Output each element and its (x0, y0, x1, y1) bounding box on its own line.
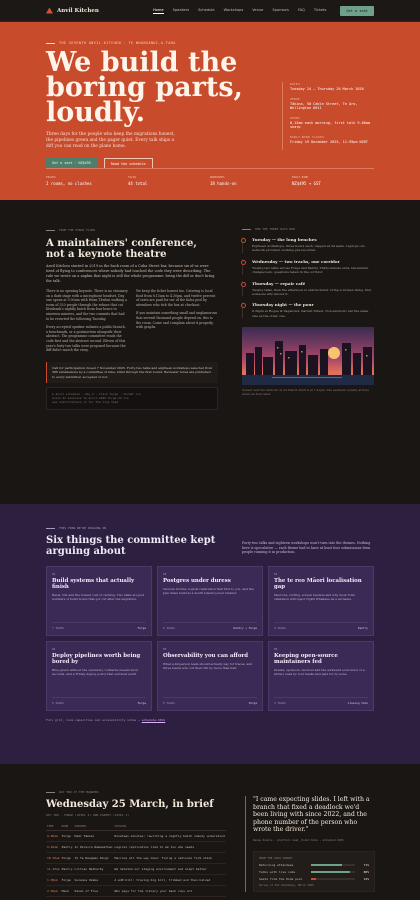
top-nav (0, 0, 420, 22)
stat-value: NZ$495 + GST (292, 181, 321, 186)
about-lede: Anvil Kitchen started in 2019 in the back room of a Cuba Street bar, because six of us were tired of flying to conferences where nobody had touched the code they were describing. The rule we wrote on a napkin that night is still the whole programme: bring the diff or don't bring the talk. (46, 264, 215, 283)
timeline-desc: 6.30pm at Rogue & Vagabond, Garrett Street. Non-alcoholic bar the same size as the other one. (252, 309, 369, 318)
table-cell: Mesh (61, 886, 74, 897)
hero-stats (46, 168, 374, 186)
timeline-desc: Twenty-two talks across Forge and Pantry. Thirty-minute slots, ten-minute changeovers, questions taken in the corridor. (252, 265, 369, 275)
event-details (282, 82, 374, 150)
stat-value: 18 hands-on (210, 181, 237, 186)
table-cell: Logical replication lied to me too who needs (114, 842, 226, 853)
timeline-item (242, 302, 374, 318)
detail-label: EARLY-BIRD CLOSES (290, 135, 325, 139)
code-line: $ anvil schedule --day 2 --track forge --format ics (52, 391, 141, 396)
theme-card-title: Deploy pipelines worth being bored by (52, 653, 141, 665)
theme-card-footer (163, 697, 257, 705)
table-row[interactable] (46, 853, 226, 864)
theme-card[interactable] (157, 566, 263, 636)
table-cell: Tū Te Rangamu Ringi (74, 853, 114, 864)
read-schedule-button[interactable]: Read the schedule (104, 158, 153, 169)
theme-card-title: Observability you can afford (163, 653, 249, 659)
table-column-header: ROOM (61, 822, 74, 831)
detail-row (290, 82, 374, 91)
timeline-desc: Eighteen workshops, three hours each, capped at 24 seats. Laptops out, network provided, nothing pre-recorded. (252, 244, 366, 253)
testimonial-attribution: Renée Rokola · platform lead, Punkt Data · attended 2025 (253, 837, 344, 842)
theme-card-track: Forge (137, 701, 146, 705)
about-eyebrow: FROM THE FORGE FLOOR (46, 228, 374, 232)
survey-bar-value: 88% (363, 869, 369, 874)
code-line: see notifications in for the live feed (52, 400, 119, 405)
theme-card[interactable] (157, 641, 263, 711)
stat-item (46, 175, 128, 186)
table-row[interactable] (46, 831, 226, 842)
theme-card-tag: 6 TALKS (163, 626, 175, 630)
theme-card-body: Macrons, sorting, screen readers and why most form validation still reject Ngāti Whakaue as a surname. (274, 593, 355, 602)
stat-item (210, 175, 292, 186)
stat-label: TALKS (128, 175, 137, 179)
table-cell: Macrons all the way down: fixing a national form stack (114, 853, 226, 864)
theme-card-title: Postgres under duress (163, 578, 231, 584)
day-two-title: Wednesday 25 March, in brief (46, 799, 214, 810)
theme-card-footer (163, 622, 257, 630)
table-cell: Lillian Wetherby (74, 864, 114, 875)
detail-label: DATES (290, 82, 301, 86)
day-two-subtitle: DAY TWO · FORGE (LEVEL 2) AND PANTRY (LEVEL 1) (46, 813, 130, 817)
table-header (46, 822, 226, 831)
theme-card-track: Closing talk (347, 701, 368, 705)
detail-value: Friday 19 December 2025, 11:59pm NZDT (290, 140, 368, 144)
day-two-eyebrow: DAY TWO AT THE MANGERS (46, 790, 374, 794)
table-cell: 11.20am (46, 864, 61, 875)
table-body (46, 831, 226, 897)
themes-section (0, 504, 420, 764)
detail-value: 8.15am each morning, first talk 9.00am sharp (290, 121, 371, 129)
survey-bar-fill (311, 878, 316, 880)
theme-card-track: Forge (248, 701, 257, 705)
timeline-title: Thursday night — the pour (252, 302, 314, 308)
survey-note: Survey of 412 attendees, March 2025 (259, 883, 314, 887)
table-cell: Nineteen minutes: rewriting a nightly batch nobody understood (114, 831, 226, 842)
survey-bar-label: Talks with live code (259, 869, 296, 874)
about-paragraph: If you maintain something small and unglamorous that several thousand people depend on, this is the room. Come and complain about it properly, with graphs. (136, 311, 218, 330)
theme-card-footer (274, 697, 368, 705)
theme-card[interactable] (268, 641, 374, 711)
table-row[interactable] (46, 875, 226, 886)
testimonial (245, 796, 375, 892)
theme-card-footer (274, 622, 368, 630)
theme-card-track: Forge (137, 626, 146, 630)
code-snippet (46, 387, 218, 410)
theme-card[interactable] (46, 566, 152, 636)
about-columns (46, 289, 218, 357)
survey-panel (253, 851, 375, 892)
buy-ticket-button[interactable]: Get a seat · NZ$495 (46, 158, 97, 169)
stat-item (292, 175, 374, 186)
table-cell: We deleted our staging environment and slept better (114, 864, 226, 875)
survey-bar-row (259, 863, 369, 867)
table-column-header: SPEAKER (74, 822, 114, 831)
survey-bar-track (311, 878, 355, 880)
stat-item (128, 175, 210, 186)
table-cell: 10.30am (46, 853, 61, 864)
timeline-title: Wednesday — two tracks, one corridor (252, 258, 340, 264)
day-two-table (46, 822, 226, 897)
theme-card[interactable] (268, 566, 374, 636)
nav-link-schedule[interactable]: Schedule (198, 7, 215, 12)
detail-value: Tākina, 50 Cable Street, Te Aro, Wellington 6011 (290, 102, 358, 110)
schedule-note-text: Full grid, room capacities and accessibility notes → (46, 718, 140, 722)
detail-label: VENUE (290, 97, 301, 101)
survey-bar-row (259, 870, 369, 874)
theme-card-body: Grants, sponsors, burnout and the awkward economics of a library used by four banks and paid for by none. (274, 668, 365, 677)
survey-bar-fill (311, 864, 342, 866)
theme-card-number: 05 (163, 647, 167, 651)
theme-card-number: 04 (52, 647, 56, 651)
stat-value: 44 total (128, 181, 148, 186)
day-two-section (0, 764, 420, 900)
brand-name: Anvil Kitchen (57, 7, 99, 14)
theme-card-body: Blue-green without the ceremony, rollbacks measured in seconds, and a Friday deploy policy that survived audit. (52, 668, 139, 677)
table-cell: Forge (61, 853, 74, 864)
survey-bar-value: 71% (363, 862, 369, 867)
table-column-header: TIME (46, 822, 61, 831)
nav-link-sponsors[interactable]: Sponsors (272, 7, 289, 12)
theme-card-footer (52, 622, 146, 630)
nav-link-tickets[interactable]: Tickets (313, 7, 327, 12)
table-cell: A £40 bill: tracing big bill, trimmed and then halved (114, 875, 226, 886)
theme-card-title: Keeping open-source maintainers fed (274, 653, 338, 665)
theme-cards (46, 566, 374, 711)
nav-link-venue[interactable]: Venue (252, 7, 264, 12)
stat-label: WORKSHOPS (210, 175, 225, 179)
theme-card-tag: 4 TALKS (274, 626, 286, 630)
theme-card-tag: 5 TALKS (52, 701, 64, 705)
stat-label: TRACKS (46, 175, 56, 179)
themes-title: Six things the committee kept arguing about (46, 535, 216, 557)
schedule-note (46, 718, 374, 722)
themes-eyebrow: THIS YEAR WE'RE DIGGING IN (46, 526, 374, 530)
timeline-item (242, 259, 374, 275)
theme-card-track: Pantry (357, 626, 368, 630)
table-cell: Who pays for the library your bank runs on? (114, 886, 226, 897)
survey-bar-fill (311, 871, 350, 873)
theme-card-number: 02 (163, 572, 167, 576)
theme-card-tag: 7 TALKS (52, 626, 64, 630)
testimonial-quote: "I came expecting slides. I left with a branch that fixed a deadlock we'd been living with since 2022, and the phone number of the person who wrote the driver." (253, 796, 370, 834)
detail-row (290, 97, 374, 110)
table-cell: Pantry (61, 864, 74, 875)
table-cell: Forge (61, 831, 74, 842)
nav-link-speakers[interactable]: Speakers (172, 7, 190, 12)
detail-value: Tuesday 24 – Thursday 26 March 2026 (290, 87, 364, 91)
timeline-panel (242, 227, 374, 396)
about-paragraph: We keep the ticket honest too. Catering is local food from 8.15am to 4.30pm, and twelve percent of seats are paid for out of the Koha pool by attendees who tick the box at checkout. (136, 289, 216, 307)
nav-link-faq[interactable]: FAQ (297, 7, 305, 12)
table-cell: 2.00pm (46, 886, 61, 897)
survey-title: FROM THE 2025 SURVEY (259, 855, 293, 860)
stat-value: 2 rooms, no clashes (46, 181, 92, 186)
survey-bars (259, 863, 369, 881)
schedule-link[interactable]: schedule.html (141, 718, 166, 722)
timeline-desc: Twenty talks, then the afternoon is unstructured: bring a broken thing, find someone who knows it. (252, 287, 371, 297)
about-section (0, 200, 420, 504)
timeline-item (242, 281, 374, 297)
timeline-item (242, 237, 374, 253)
table-cell: 9.00am (46, 831, 61, 842)
theme-card-body: Vacuum storms, logical replication that first to you, and the Jam index build at a South Island power retailer. (163, 587, 254, 596)
survey-bar-label: Seats from the Koha pool (259, 876, 303, 881)
table-row[interactable] (46, 886, 226, 897)
table-cell: Forge (61, 875, 74, 886)
table-row[interactable] (46, 864, 226, 875)
stat-label: EARLY-BIRD (292, 175, 309, 179)
hero-section (0, 22, 420, 200)
cfp-callout: Call for participation closed 7 November 2025. Forty-two talks and eighteen workshops selected from 386 submissions by a committee of nine, blind through the first round. Reviewer notes are published to every submitter, accepted or not. (46, 362, 218, 383)
about-column-1 (46, 289, 128, 357)
about-column-2 (136, 289, 218, 357)
table-cell: Pantry (61, 842, 74, 853)
detail-row (290, 135, 374, 144)
timeline-title: Tuesday — the long benches (252, 237, 317, 242)
timeline-title: Thursday — repair café (252, 280, 306, 286)
themes-intro: Forty-two talks and eighteen workshops won't turn into the themes. Nothing here is speculative — each theme had to have at least four submissions from people running it in production. (242, 541, 371, 555)
theme-card-number: 01 (52, 572, 56, 576)
table-cell: Suzanne Okaka (74, 875, 114, 886)
theme-card-title: The te reo Māori localisation gap (274, 578, 362, 590)
theme-card-number: 06 (274, 647, 278, 651)
detail-label: DOORS (290, 116, 301, 120)
about-paragraph: Every accepted speaker submits a public branch, a benchmark, or a postmortem alongside their abstract. The programme committee reads the code first and the abstract second. Eleven of this year's forty-two talks were proposed because the diff didn't match the story. (46, 325, 126, 353)
skyline-caption: Sunset over the harbour on 24 March 2026 is at 7.41pm. The aesthetic usually arrives about an hour later. (242, 388, 369, 397)
brand[interactable] (46, 8, 99, 14)
theme-card-track: Pantry + Forge (233, 626, 257, 630)
hero-title: We build the boring parts, loudly. (46, 47, 243, 128)
theme-card-body: What a 40-person team should actually pay for traces, and three teams who cut their bill by more than half. (163, 662, 253, 671)
table-cell: 1.00pm (46, 875, 61, 886)
anvil-logo-icon (46, 8, 53, 14)
theme-card-number: 03 (274, 572, 278, 576)
about-paragraph: There is no opening keynote. There is no visionary on a dark stage with a microphone headset. Day one opens at 9.00am with Hemi Tāwhai walking a room of 320 people through the rebase that cut Kiwibank's nightly batch from four hours to nineteen minutes, and the two commits that had to be reverted the following Tuesday. (46, 289, 128, 321)
table-cell: Jo Pereira Ramanathan (74, 842, 114, 853)
theme-card-footer (52, 697, 146, 705)
hero-eyebrow: THE SEVENTH ANVIL KITCHEN · TE WHANGANUI-A-TARA (46, 41, 374, 45)
table-row[interactable] (46, 842, 226, 853)
survey-bar-label: Returning attendees (259, 862, 294, 867)
theme-card-tag: 3 TALKS (274, 701, 286, 705)
table-cell: Panel of Five (74, 886, 114, 897)
survey-bar-row (259, 877, 369, 881)
table-cell: Hemi Tāwhai (74, 831, 114, 842)
table-cell: 9.40am (46, 842, 61, 853)
theme-card[interactable] (46, 641, 152, 711)
detail-row (290, 116, 374, 129)
nav-links (153, 8, 326, 14)
nav-link-home[interactable]: Home (152, 7, 164, 12)
survey-bar-value: 12% (363, 876, 369, 881)
get-a-seat-button[interactable]: Get a seat (340, 6, 374, 16)
harbour-skyline-illustration (242, 327, 374, 385)
survey-bar-track (311, 871, 355, 873)
nav-link-workshops[interactable]: Workshops (223, 7, 244, 12)
survey-bar-track (311, 864, 355, 866)
timeline-eyebrow: HOW THE THREE DAYS RUN (242, 227, 374, 231)
timeline (242, 237, 374, 318)
table-column-header: SESSION (114, 822, 226, 831)
about-title: A maintainers' conference, not a keynote theatre (46, 238, 197, 260)
theme-card-body: Bazel, Nix and the honest cost of caching. Two talks are just numbers of build hours that got cut after the migration. (52, 593, 144, 602)
hero-body: Three days for the people who keep the migrations honest, the pipelines green and the pager quiet. Every talk ships a diff you can read on the plane home. (46, 132, 175, 149)
theme-card-title: Build systems that actually finish (52, 578, 135, 590)
theme-card-tag: 5 TALKS (163, 701, 175, 705)
code-line: wrote 22 sessions to anvil-2026-forge-d2.ics (52, 396, 129, 401)
